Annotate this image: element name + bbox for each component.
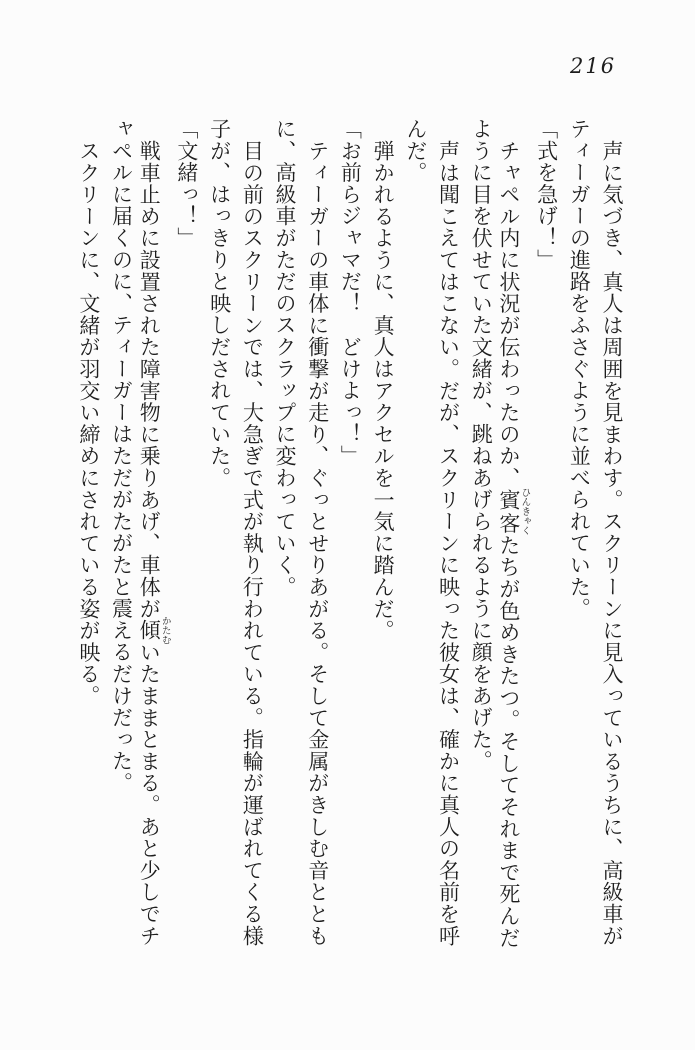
furigana: ひんきゃく xyxy=(519,487,531,536)
text-column-11: に、高級車がただのスクラップに変わっていく。 xyxy=(273,118,297,598)
text-column-13: 子が、はっきりと映しだされていた。 xyxy=(207,118,232,489)
text-column-17: スクリーンに、文緒が羽交い締めにされている姿が映る。 xyxy=(76,139,101,707)
text-column-3: 「式を急げ！」 xyxy=(534,118,559,271)
text-column-10: ティーガーの車体に衝撃が走り、ぐっとせりあがる。そして金属がきしむ音ととも xyxy=(305,139,330,947)
page-number: 216 xyxy=(570,54,617,78)
text-column-1: 声に気づき、真人は周囲を見まわす。スクリーンに見入っているうちに、高級車が xyxy=(600,139,624,947)
text-column-14: 「文緒っ！」 xyxy=(174,118,199,249)
text-column-5: ように目を伏せていた文緒が、跳ねあげられるように顔をあげた。 xyxy=(469,118,494,772)
text-column-4: チャペル内に状況が伝わったのか、賓客ひんきゃくたちが色めきたつ。そしてそれまで死んだ xyxy=(496,139,531,949)
ruby-base: 傾かたむ xyxy=(137,616,171,645)
furigana: かたむ xyxy=(159,616,171,645)
text-column-16: ャペルに届くのに、ティーガーはただがたがたと震えるだけだった。 xyxy=(109,118,134,794)
text-column-6: 声は聞こえてはこない。だが、スクリーンに映った彼女は、確かに真人の名前を呼 xyxy=(436,139,461,947)
text-column-12: 目の前のスクリーンでは、大急ぎで式が執り行われている。指輪が運ばれてくる様 xyxy=(240,139,265,947)
text-column-9: 「お前らジャマだ！ どけよっ！」 xyxy=(338,118,363,467)
text-column-8: 弾かれるように、真人はアクセルを一気に踏んだ。 xyxy=(371,139,396,642)
text-column-7: んだ。 xyxy=(403,118,428,184)
text-column-15: 戦車止めに設置された障害物に乗りあげ、車体が傾かたむいたままとまる。あと少しでチ xyxy=(137,139,171,947)
ruby-base: 賓客ひんきゃく xyxy=(496,487,531,536)
text-column-2: ティーガーの進路をふさぐように並べられていた。 xyxy=(567,118,592,620)
vertical-text-block xyxy=(71,118,628,950)
